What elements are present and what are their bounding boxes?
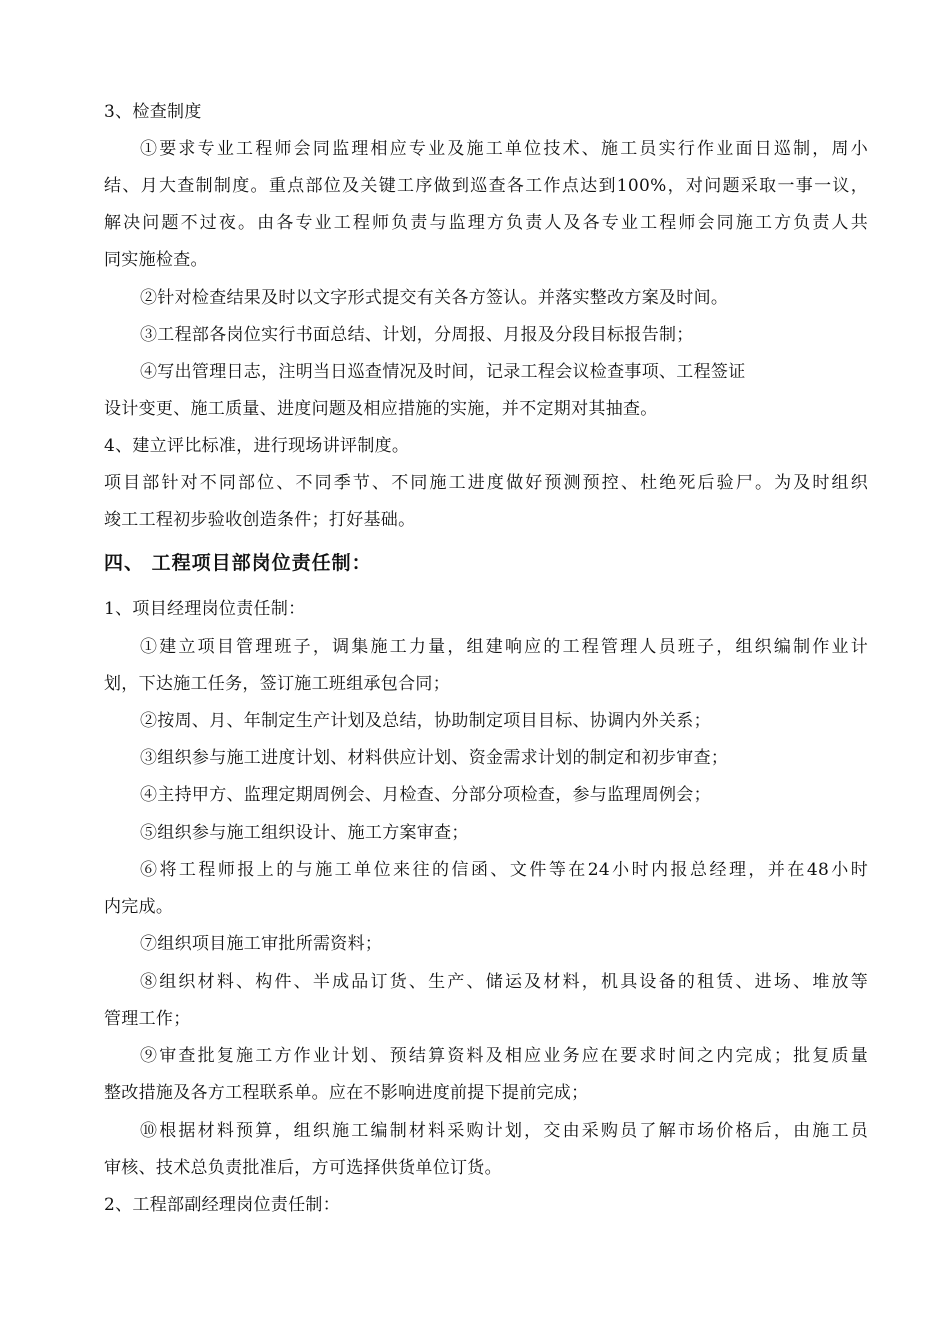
paragraph-line: ⑦组织项目施工审批所需资料； <box>140 934 383 954</box>
paragraph-line: 管理工作； <box>104 1009 191 1029</box>
paragraph-line: 内完成。 <box>104 897 174 917</box>
paragraph-line: 设计变更、施工质量、进度问题及相应措施的实施，并不定期对其抽查。 <box>104 399 658 419</box>
subsection-2-title: 2、工程部副经理岗位责任制： <box>104 1195 341 1215</box>
paragraph-line: ①要求专业工程师会同监理相应专业及施工单位技术、施工员实行作业面日巡制，周小 <box>140 139 868 159</box>
chapter-heading: 四、 工程项目部岗位责任制： <box>104 552 372 574</box>
paragraph-line: 同实施检查。 <box>104 250 208 270</box>
paragraph-line: ④写出管理日志，注明当日巡查情况及时间，记录工程会议检查事项、工程签证 <box>140 362 746 382</box>
subsection-1-title: 1、项目经理岗位责任制： <box>104 599 306 619</box>
paragraph-line: ①建立项目管理班子，调集施工力量，组建响应的工程管理人员班子，组织编制作业计 <box>140 637 868 657</box>
paragraph-line: 竣工工程初步验收创造条件；打好基础。 <box>104 510 416 530</box>
paragraph-line: 项目部针对不同部位、不同季节、不同施工进度做好预测预控、杜绝死后验尸。为及时组织 <box>104 473 868 493</box>
paragraph-line: ④主持甲方、监理定期周例会、月检查、分部分项检查，参与监理周例会； <box>140 785 711 805</box>
paragraph-line: 审核、技术总负责批准后，方可选择供货单位订货。 <box>104 1158 502 1178</box>
paragraph-line: 划，下达施工任务，签订施工班组承包合同； <box>104 674 450 694</box>
paragraph-line: ②针对检查结果及时以文字形式提交有关各方签认。并落实整改方案及时间。 <box>140 288 729 308</box>
paragraph-line: ⑥将工程师报上的与施工单位来往的信函、文件等在24小时内报总经理，并在48小时 <box>140 860 868 880</box>
paragraph-line: 解决问题不过夜。由各专业工程师负责与监理方负责人及各专业工程师会同施工方负责人共 <box>104 213 868 233</box>
paragraph-line: ⑩根据材料预算，组织施工编制材料采购计划，交由采购员了解市场价格后，由施工员 <box>140 1121 868 1141</box>
section-3-title: 3、检查制度 <box>104 102 202 122</box>
paragraph-line: 结、月大查制制度。重点部位及关键工序做到巡查各工作点达到100%，对问题采取一事一议， <box>104 176 868 196</box>
paragraph-line: ⑨审查批复施工方作业计划、预结算资料及相应业务应在要求时间之内完成；批复质量 <box>140 1046 868 1066</box>
paragraph-line: ⑤组织参与施工组织设计、施工方案审查； <box>140 823 469 843</box>
paragraph-line: ②按周、月、年制定生产计划及总结，协助制定项目目标、协调内外关系； <box>140 711 711 731</box>
paragraph-line: 整改措施及各方工程联系单。应在不影响进度前提下提前完成； <box>104 1083 589 1103</box>
paragraph-line: ③组织参与施工进度计划、材料供应计划、资金需求计划的制定和初步审查； <box>140 748 729 768</box>
section-4-title: 4、建立评比标准，进行现场讲评制度。 <box>104 436 410 456</box>
paragraph-line: ⑧组织材料、构件、半成品订货、生产、储运及材料，机具设备的租赁、进场、堆放等 <box>140 972 868 992</box>
paragraph-line: ③工程部各岗位实行书面总结、计划，分周报、月报及分段目标报告制； <box>140 325 694 345</box>
